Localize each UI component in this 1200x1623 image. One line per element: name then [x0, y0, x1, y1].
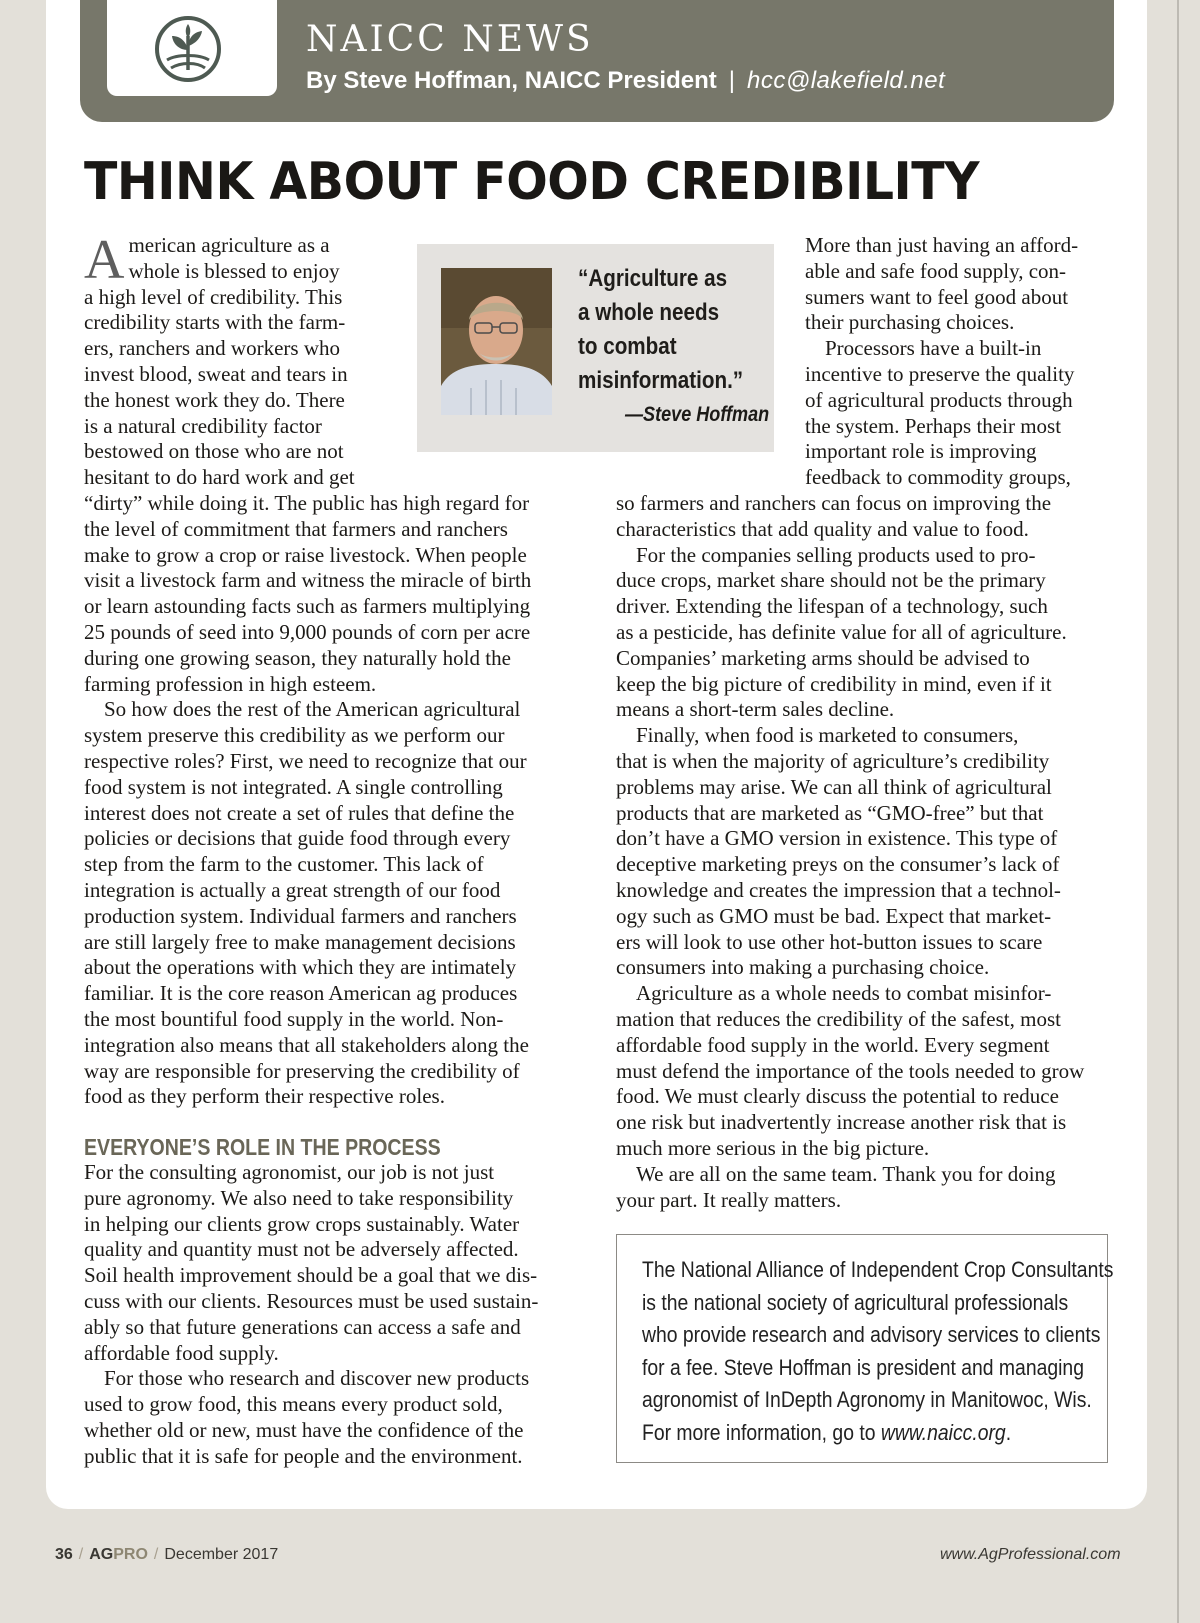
paragraph-agronomist: [84, 1160, 538, 1366]
logo-panel: [107, 0, 277, 96]
text-line: Companies’ marketing arms should be advised to: [616, 645, 1030, 670]
text-line: is the national society of agricultural professionals: [642, 1289, 1069, 1315]
text-line: food system is not integrated. A single controlling: [84, 774, 503, 799]
text-line: make to grow a crop or raise livestock. When people: [84, 542, 527, 567]
text-line: knowledge and creates the impression that a technol-: [616, 877, 1061, 902]
text-line: merican agriculture as a: [128, 233, 330, 257]
text-line: important role is improving: [805, 439, 1037, 464]
website-link[interactable]: www.AgProfessional.com: [940, 1546, 1121, 1563]
text-line: must defend the importance of the tools needed to grow: [616, 1058, 1085, 1083]
text-line: don’t have a GMO version in existence. This type of: [616, 826, 1058, 851]
text-line: For the companies selling products used to pro-: [636, 542, 1036, 567]
text-line: consumers into making a purchasing choice.: [616, 955, 990, 980]
byline: [306, 64, 945, 98]
text-line: affordable food supply.: [84, 1340, 279, 1365]
column-2-top: [805, 233, 1078, 491]
text-line: food as they perform their respective roles.: [84, 1084, 445, 1109]
text-line: production system. Individual farmers and ranchers: [84, 903, 517, 928]
text-line: respective roles? First, we need to recognize that our: [84, 748, 527, 773]
text-line: familiar. It is the core reason American ag produces: [84, 981, 518, 1006]
naicc-plant-logo-icon: [153, 14, 223, 84]
paragraph-companies: [616, 543, 1084, 724]
text-line: agronomist of InDepth Agronomy in Manitowoc, Wis.: [642, 1387, 1092, 1412]
pull-quote-attribution: —Steve Hoffman: [625, 403, 770, 426]
text-line: mation that reduces the credibility of the safest, most: [616, 1006, 1061, 1031]
author-email-link[interactable]: hcc@lakefield.net: [747, 67, 946, 94]
text-line: system preserve this credibility as we perform our: [84, 723, 505, 748]
text-line: your part. It really matters.: [616, 1187, 842, 1212]
text-line: deceptive marketing preys on the consumer’s lack of: [616, 852, 1060, 877]
intro-lines: [84, 229, 355, 491]
text-line: who provide research and advisory services to clients: [642, 1322, 1101, 1347]
text-line: pure agronomy. We also need to take responsibility: [84, 1185, 514, 1210]
text-line: the level of commitment that farmers and ranchers: [84, 516, 508, 541]
article-headline: THINK ABOUT FOOD CREDIBILITY: [84, 152, 980, 212]
text-line: Soil health improvement should be a goal that we dis-: [84, 1263, 538, 1288]
paragraph-closing: [616, 1162, 1084, 1214]
column-2-body: [616, 491, 1084, 1213]
text-line: farming profession in high esteem.: [84, 671, 377, 696]
text-line: for a fee. Steve Hoffman is president and managing: [642, 1354, 1084, 1380]
text-line: a high level of credibility. This: [84, 284, 343, 309]
text-line: ogy such as GMO must be bad. Expect that market-: [616, 903, 1052, 928]
text-line: used to grow food, this means every product sold,: [84, 1392, 503, 1417]
text-line: are still largely free to make management decisions: [84, 929, 516, 954]
text-line: credibility starts with the farm-: [84, 310, 346, 335]
text-line: visit a livestock farm and witness the miracle of birth: [84, 568, 532, 593]
text-line: way are responsible for preserving the credibility of: [84, 1058, 520, 1083]
text-line: able and safe food supply, con-: [805, 258, 1067, 283]
text-line: duce crops, market share should not be the primary: [616, 568, 1046, 593]
pull-quote-line: “Agriculture as: [578, 265, 728, 292]
footer-separator: /: [78, 1546, 84, 1563]
text-line: during one growing season, they naturally hold the: [84, 645, 511, 670]
text-line: whether old or new, must have the confidence of the: [84, 1417, 524, 1442]
issue-date: December 2017: [164, 1546, 279, 1563]
text-line: the honest work they do. There: [84, 387, 345, 412]
column-1-lower: [84, 1160, 538, 1470]
pull-quote: [578, 262, 743, 398]
text-line: driver. Extending the lifespan of a technology, such: [616, 594, 1048, 619]
text-line: quality and quantity must not be adversely affected.: [84, 1237, 519, 1262]
text-line: one risk but inadvertently increase another risk that is: [616, 1110, 1067, 1135]
text-line: affordable food supply in the world. Every segment: [616, 1032, 1050, 1057]
text-line: the system. Perhaps their most: [805, 413, 1062, 438]
column-1-intro: [84, 229, 355, 491]
info-lines: [642, 1254, 1113, 1417]
text-line: their purchasing choices.: [805, 310, 1015, 335]
pull-quote-line: a whole needs: [578, 299, 720, 326]
text-line: of agricultural products through: [805, 387, 1073, 412]
author-info-text: [642, 1254, 1113, 1449]
text-line: ers, ranchers and workers who: [84, 336, 340, 361]
author-photo: [441, 268, 552, 415]
text-line: the most bountiful food supply in the world. Non-: [84, 1006, 504, 1031]
text-line: The National Alliance of Independent Crop Consultants: [642, 1257, 1114, 1282]
paragraph-integration: [84, 697, 531, 1110]
text-line: means a short-term sales decline.: [616, 697, 895, 722]
processors-continued: [616, 491, 1084, 543]
text-line: keep the big picture of credibility in mind, even if it: [616, 671, 1052, 696]
magazine-name-pro: PRO: [113, 1546, 148, 1563]
info-more-line: [642, 1417, 1113, 1450]
text-line: ers will look to use other hot-button issues to scare: [616, 929, 1043, 954]
text-line: integration is actually a great strength of our food: [84, 877, 501, 902]
text-line: characteristics that add quality and value to food.: [616, 516, 1029, 541]
text-line: hesitant to do hard work and get: [84, 465, 355, 490]
column-1-body: [84, 491, 531, 1110]
text-line: bestowed on those who are not: [84, 439, 344, 464]
text-line: feedback to commodity groups,: [805, 465, 1071, 490]
paragraph-misinformation: [616, 981, 1084, 1162]
naicc-website-link[interactable]: www.naicc.org: [880, 1419, 1006, 1445]
text-line: integration also means that all stakeholders along the: [84, 1032, 529, 1057]
text-line: is a natural credibility factor: [84, 413, 322, 438]
page-footer: [55, 1544, 278, 1566]
text-line: interest does not create a set of rules that define the: [84, 800, 515, 825]
text-line: For those who research and discover new products: [104, 1366, 530, 1391]
text-line: sumers want to feel good about: [805, 284, 1069, 309]
text-line: “dirty” while doing it. The public has high regard for: [84, 491, 530, 515]
text-line: For the consulting agronomist, our job is not just: [84, 1160, 495, 1184]
text-line: Finally, when food is marketed to consumers,: [636, 723, 1019, 748]
text-line: incentive to preserve the quality: [805, 361, 1075, 386]
text-line: products that are marketed as “GMO-free” but that: [616, 800, 1044, 825]
text-line: as a pesticide, has definite value for all of agriculture.: [616, 619, 1067, 644]
drop-cap: A: [84, 229, 125, 291]
section-title: NAICC NEWS: [306, 19, 594, 60]
text-line: whole is blessed to enjoy: [128, 258, 340, 283]
paragraph-processors: [805, 336, 1078, 491]
footer-separator: /: [153, 1546, 159, 1563]
text-line: food. We must clearly discuss the potential to reduce: [616, 1084, 1059, 1109]
paragraph-research: [84, 1366, 538, 1469]
text-line: More than just having an afford-: [805, 233, 1079, 257]
text-line: Processors have a built-in: [825, 336, 1042, 361]
byline-separator: |: [728, 67, 735, 94]
text-line: 25 pounds of seed into 9,000 pounds of corn per acre: [84, 619, 531, 644]
page-number: 36: [55, 1546, 73, 1563]
section-subhead: EVERYONE’S ROLE IN THE PROCESS: [84, 1134, 441, 1160]
text-line: step from the farm to the customer. This lack of: [84, 852, 484, 877]
pull-quote-line: misinformation.”: [578, 367, 744, 394]
text-line: cuss with our clients. Resources must be used sustain-: [84, 1288, 539, 1313]
page-edge-rule: [1177, 0, 1179, 1623]
text-line: public that it is safe for people and the environment.: [84, 1443, 523, 1468]
text-line: So how does the rest of the American agricultural: [104, 697, 521, 722]
text-line: We are all on the same team. Thank you for doing: [636, 1161, 1056, 1186]
magazine-name-ag: AG: [89, 1546, 114, 1563]
text-line: so farmers and ranchers can focus on improving the: [616, 491, 1052, 515]
text-line: or learn astounding facts such as farmers multiplying: [84, 594, 531, 619]
text-line: in helping our clients grow crops sustainably. Water: [84, 1211, 520, 1236]
intro-continued: [84, 491, 531, 697]
text-line: invest blood, sweat and tears in: [84, 361, 348, 386]
paragraph-consumers: [805, 233, 1078, 336]
text-line: much more serious in the big picture.: [616, 1135, 930, 1160]
info-more-prefix: For more information, go to: [642, 1419, 881, 1445]
text-line: policies or decisions that guide food through every: [84, 826, 511, 851]
text-line: about the operations with which they are intimately: [84, 955, 517, 980]
byline-author: By Steve Hoffman, NAICC President: [306, 67, 717, 94]
text-line: Agriculture as a whole needs to combat misinfor-: [636, 981, 1052, 1006]
info-more-suffix: .: [1005, 1419, 1012, 1445]
pull-quote-line: to combat: [578, 333, 677, 360]
paragraph-marketing: [616, 723, 1084, 981]
text-line: that is when the majority of agriculture’s credibility: [616, 748, 1050, 773]
text-line: problems may arise. We can all think of agricultural: [616, 774, 1052, 799]
text-line: ably so that future generations can access a safe and: [84, 1314, 521, 1339]
